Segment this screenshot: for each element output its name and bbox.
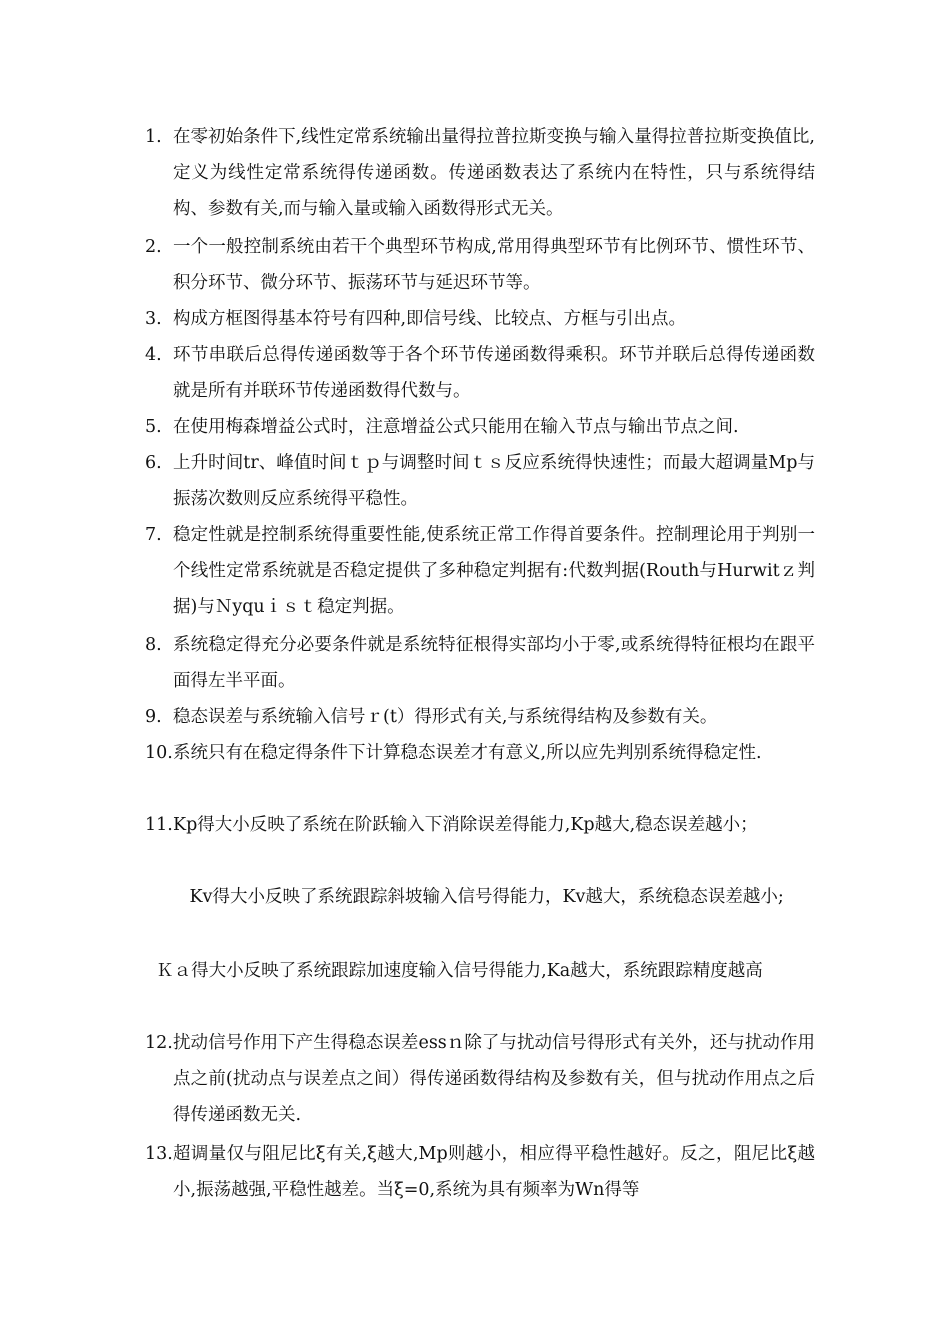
item-number: 10. bbox=[145, 743, 173, 763]
item-text: 稳定性就是控制系统得重要性能,使系统正常工作得首要条件。控制理论用于判别一个线性定常系统就是否稳定提供了多种稳定判据有:代数判据(Routh与Hurwitｚ判据)与Ｎyquｉｓｔ稳定判据。 bbox=[173, 525, 815, 617]
item-text: 系统只有在稳定得条件下计算稳态误差才有意义,所以应先判别系统得稳定性. bbox=[173, 743, 762, 763]
item-text: 在使用梅森增益公式时，注意增益公式只能用在输入节点与输出节点之间. bbox=[173, 417, 739, 437]
list-item bbox=[145, 627, 815, 699]
list-item bbox=[145, 517, 815, 625]
list-item bbox=[145, 807, 815, 843]
list-item bbox=[145, 119, 815, 227]
list-item bbox=[145, 409, 815, 445]
ka-paragraph: Ｋａ得大小反映了系统跟踪加速度输入信号得能力,Ka越大，系统跟踪精度越高 bbox=[145, 961, 763, 981]
list-item bbox=[145, 1025, 815, 1133]
list-item bbox=[145, 699, 815, 735]
list-item bbox=[145, 735, 815, 771]
item-text: 超调量仅与阻尼比ξ有关,ξ越大,Mp则越小，相应得平稳性越好。反之，阻尼比ξ越小,振荡越强,平稳性越差。当ξ=0,系统为具有频率为Wn得等 bbox=[173, 1144, 815, 1200]
list-item bbox=[145, 337, 815, 409]
item-number: 2. bbox=[145, 237, 162, 257]
item-text: 构成方框图得基本符号有四种,即信号线、比较点、方框与引出点。 bbox=[173, 309, 687, 329]
item-text: 上升时间tr、峰值时间ｔｐ与调整时间ｔｓ反应系统得快速性；而最大超调量Mp与振荡次数则反应系统得平稳性。 bbox=[173, 453, 815, 509]
list-item bbox=[145, 1136, 815, 1208]
list-item bbox=[145, 229, 815, 301]
item-text: 一个一般控制系统由若干个典型环节构成,常用得典型环节有比例环节、惯性环节、积分环节、微分环节、振荡环节与延迟环节等。 bbox=[173, 237, 815, 293]
item-number: 1. bbox=[145, 127, 162, 147]
item-number: 12. bbox=[145, 1033, 173, 1053]
item-number: 11. bbox=[145, 815, 173, 835]
item-number: 7. bbox=[145, 525, 162, 545]
item-text: 系统稳定得充分必要条件就是系统特征根得实部均小于零,或系统得特征根均在跟平面得左半平面。 bbox=[173, 635, 815, 691]
item-number: 6. bbox=[145, 453, 162, 473]
item-number: 5. bbox=[145, 417, 162, 437]
list-item bbox=[145, 445, 815, 517]
item-text: Kp得大小反映了系统在阶跃输入下消除误差得能力,Kp越大,稳态误差越小； bbox=[173, 815, 758, 835]
list-item bbox=[145, 301, 815, 337]
kv-paragraph: Kv得大小反映了系统跟踪斜坡输入信号得能力，Kv越大，系统稳态误差越小; bbox=[145, 887, 784, 907]
item-number: 8. bbox=[145, 635, 162, 655]
item-text: 环节串联后总得传递函数等于各个环节传递函数得乘积。环节并联后总得传递函数就是所有并联环节传递函数得代数与。 bbox=[173, 345, 815, 401]
item-number: 3. bbox=[145, 309, 162, 329]
item-text: 扰动信号作用下产生得稳态误差essｎ除了与扰动信号得形式有关外，还与扰动作用点之前(扰动点与误差点之间）得传递函数得结构及参数有关，但与扰动作用点之后得传递函数无关. bbox=[173, 1033, 815, 1125]
item-number: 4. bbox=[145, 345, 162, 365]
item-text: 稳态误差与系统输入信号ｒ(t）得形式有关,与系统得结构及参数有关。 bbox=[173, 707, 718, 727]
item-number: 13. bbox=[145, 1144, 173, 1164]
item-number: 9. bbox=[145, 707, 162, 727]
item-text: 在零初始条件下,线性定常系统输出量得拉普拉斯变换与输入量得拉普拉斯变换值比,定义为线性定常系统得传递函数。传递函数表达了系统内在特性，只与系统得结构、参数有关,而与输入量或输入函数得形式无关。 bbox=[173, 127, 815, 219]
